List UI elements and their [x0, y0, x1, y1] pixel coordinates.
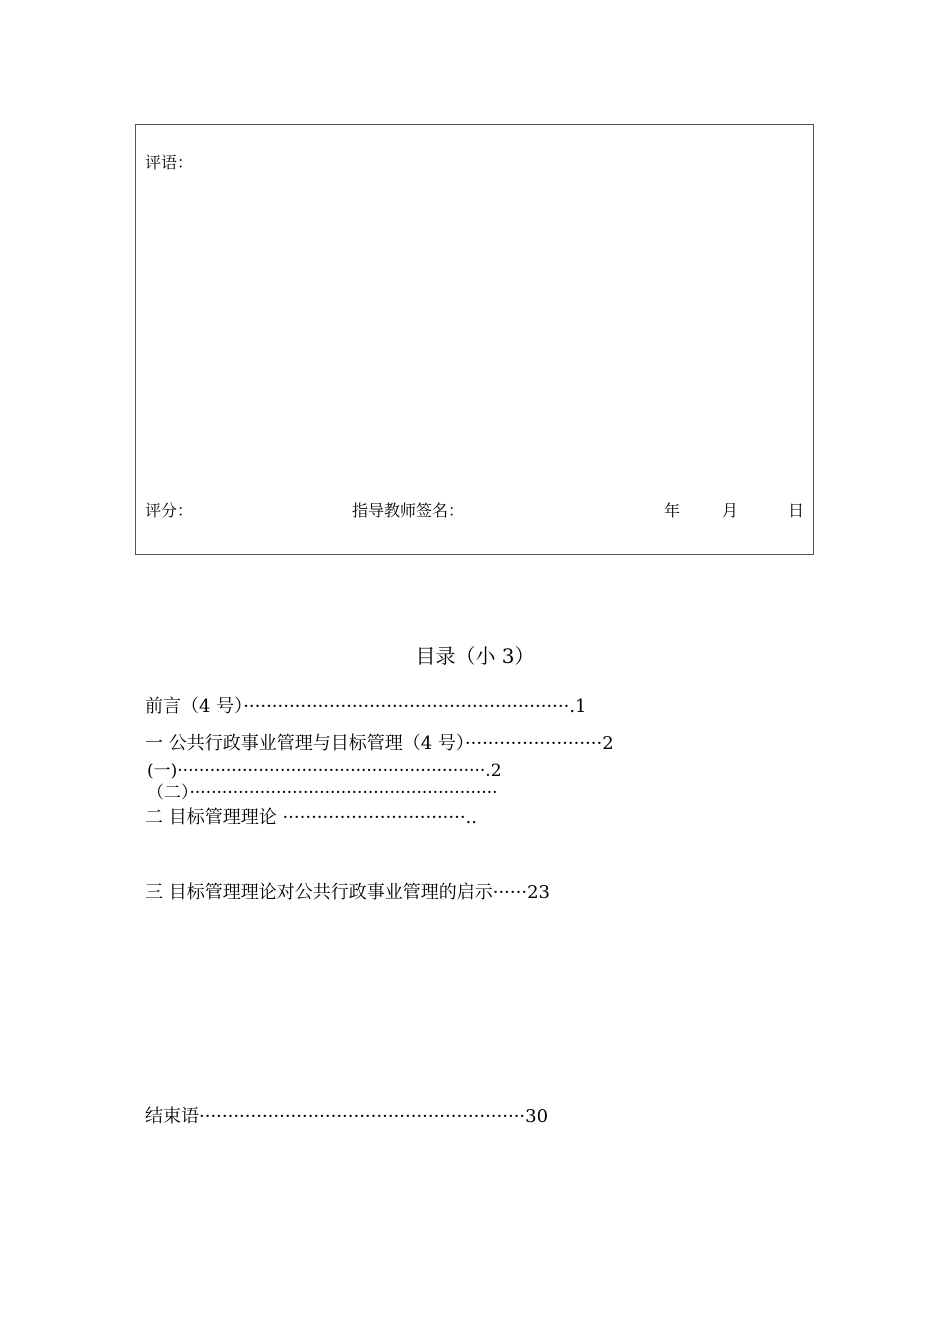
toc-entry-dots: ································.. — [276, 807, 477, 828]
signature-label: 指导教师签名： — [352, 501, 465, 520]
toc-entry-dots: ························ — [464, 733, 603, 754]
toc-entry — [145, 732, 614, 756]
score-label: 评分： — [145, 501, 194, 520]
toc-entry — [145, 695, 587, 719]
year-label: 年 — [664, 501, 681, 520]
toc-entry-dots: ························································· — [189, 783, 498, 803]
toc-entry-text: 三 目标管理理论对公共行政事业管理的启示 — [145, 882, 493, 903]
toc-entry-page: 1 — [575, 696, 587, 717]
day-label: 日 — [788, 501, 805, 520]
toc-entry-page: 2 — [602, 733, 614, 754]
comment-label: 评语： — [145, 153, 194, 172]
toc-entry — [145, 1105, 548, 1129]
toc-entry-text: 结束语 — [145, 1106, 199, 1127]
toc-entry — [147, 761, 502, 781]
toc-entry-text: 前言（4 号） — [145, 696, 244, 717]
review-box — [135, 124, 814, 555]
toc-entry-dots: ························································· — [199, 1106, 526, 1127]
month-label: 月 — [722, 501, 739, 520]
toc-entry — [145, 806, 477, 830]
toc-entry-dots: ······ — [492, 882, 528, 903]
toc-entry-dots: ·························································. — [177, 761, 491, 781]
toc-entry-text: 二 目标管理理论 — [145, 807, 277, 828]
toc-entry-text: （二） — [147, 783, 190, 803]
toc-entry-page: 2 — [490, 761, 502, 781]
toc-entry-page: 23 — [527, 882, 550, 903]
toc-entry-dots: ·························································. — [243, 696, 576, 717]
toc-entry — [145, 881, 550, 905]
toc-entry-text: (一) — [147, 761, 178, 781]
toc-entry-page: 30 — [525, 1106, 549, 1127]
toc-title: 目录（小 3） — [415, 644, 535, 668]
toc-entry-text: 一 公共行政事业管理与目标管理（4 号） — [145, 733, 465, 754]
toc-entry — [147, 783, 498, 803]
